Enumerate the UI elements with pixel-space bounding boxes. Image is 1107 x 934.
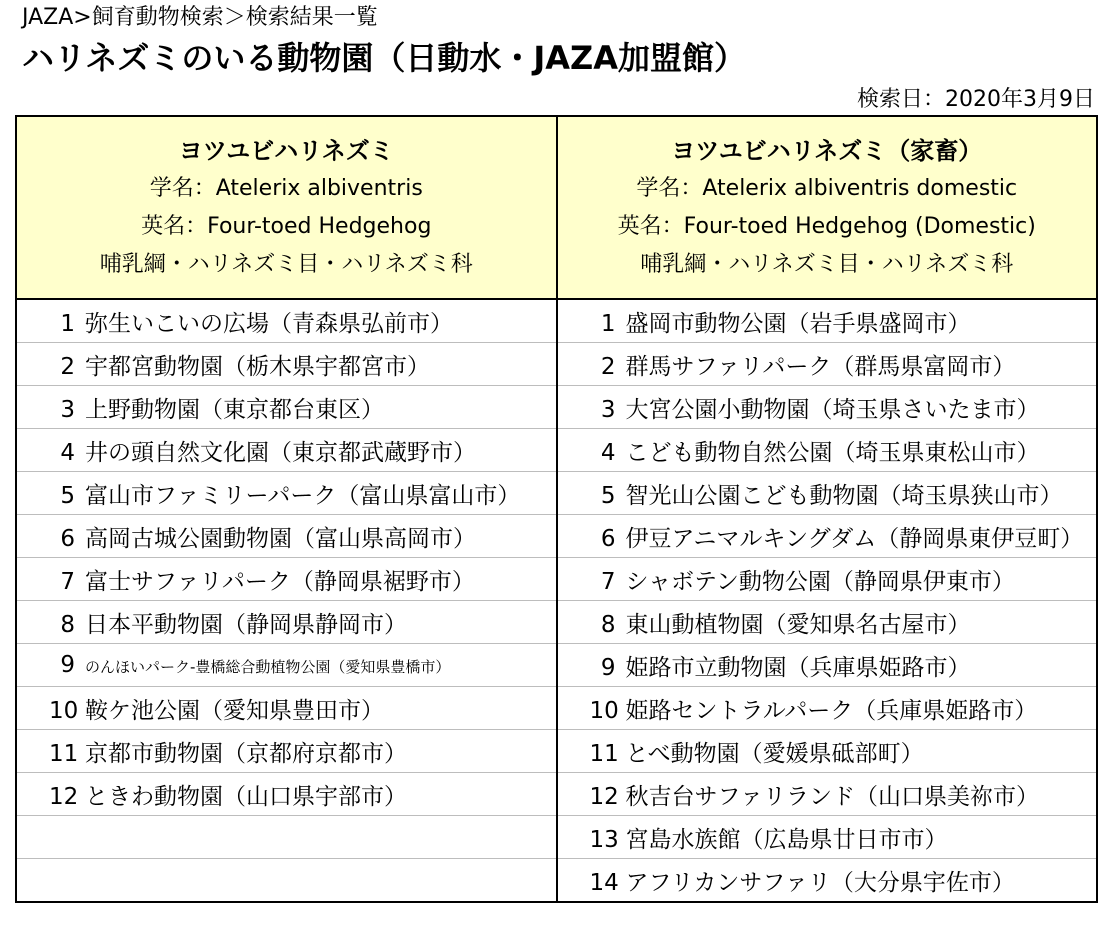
- zoo-cell-domestic: [557, 472, 1098, 515]
- zoo-cell-domestic: [557, 644, 1098, 687]
- zoo-cell-wild: [16, 558, 557, 601]
- zoo-number: 3: [600, 396, 616, 423]
- zoo-cell-domestic: [557, 687, 1098, 730]
- zoo-cell-domestic: [557, 730, 1098, 773]
- species-scientific-name: 学名：Atelerix albiventris domestic: [636, 175, 1018, 201]
- zoo-number: 4: [60, 439, 75, 466]
- table-row: [16, 515, 1097, 558]
- table-row: [16, 773, 1097, 816]
- zoo-name: 上野動物園（東京都台東区）: [85, 396, 384, 423]
- species-english-name: 英名：Four-toed Hedgehog: [141, 213, 432, 239]
- species-name: ヨツユビハリネズミ: [178, 136, 394, 165]
- zoo-cell-wild: [16, 472, 557, 515]
- zoo-name: 東山動植物園（愛知県名古屋市）: [625, 611, 971, 638]
- zoo-number: 10: [49, 697, 79, 724]
- zoo-cell-domestic: [557, 773, 1098, 816]
- zoo-cell-wild: [16, 859, 557, 903]
- zoo-number: 3: [60, 396, 75, 423]
- zoo-name: 宮島水族館（広島県廿日市市）: [625, 826, 948, 853]
- species-name: ヨツユビハリネズミ（家畜）: [671, 136, 983, 165]
- zoo-name: 京都市動物園（京都府京都市）: [85, 740, 407, 767]
- zoo-cell-wild: [16, 816, 557, 859]
- zoo-number: 14: [589, 869, 619, 896]
- zoo-cell-domestic: [557, 386, 1098, 429]
- table-row: [16, 343, 1097, 386]
- zoo-name: 井の頭自然文化園（東京都武蔵野市）: [85, 439, 476, 466]
- zoo-cell-wild: [16, 299, 557, 343]
- zoo-name: 弥生いこいの広場（青森県弘前市）: [85, 310, 453, 337]
- species-taxonomy: 哺乳綱・ハリネズミ目・ハリネズミ科: [640, 251, 1014, 277]
- zoo-number: 8: [60, 611, 75, 638]
- zoo-number: 4: [600, 439, 616, 466]
- species-english-name: 英名：Four-toed Hedgehog (Domestic): [617, 213, 1036, 239]
- species-header-domestic: [557, 116, 1098, 299]
- zoo-number: 11: [589, 740, 619, 767]
- zoo-number: 7: [60, 568, 75, 595]
- zoo-name: 伊豆アニマルキングダム（静岡県東伊豆町）: [625, 525, 1084, 552]
- zoo-number: 9: [60, 652, 75, 678]
- table-row: [16, 472, 1097, 515]
- breadcrumb: JAZA>飼育動物検索＞検索結果一覧: [22, 5, 378, 30]
- zoo-cell-domestic: [557, 859, 1098, 903]
- zoo-number: 12: [49, 783, 79, 810]
- zoo-name: 姫路市立動物園（兵庫県姫路市）: [625, 654, 971, 681]
- zoo-number: 2: [60, 353, 75, 380]
- zoo-number: 6: [60, 525, 75, 552]
- zoo-number: 11: [49, 740, 79, 767]
- zoo-name: 智光山公園こども動物園（埼玉県狭山市）: [625, 482, 1063, 509]
- zoo-cell-domestic: [557, 299, 1098, 343]
- zoo-name: こども動物自然公園（埼玉県東松山市）: [625, 439, 1040, 466]
- zoo-cell-wild: [16, 386, 557, 429]
- zoo-number: 7: [600, 568, 616, 595]
- table-row: [16, 299, 1097, 343]
- zoo-name: 姫路セントラルパーク（兵庫県姫路市）: [625, 697, 1038, 724]
- zoo-name: アフリカンサファリ（大分県宇佐市）: [625, 869, 1015, 896]
- zoo-name: ときわ動物園（山口県宇部市）: [85, 783, 407, 810]
- zoo-number: 1: [600, 310, 616, 337]
- zoo-name: のんほいパーク-豊橋総合動植物公園（愛知県豊橋市）: [85, 658, 451, 676]
- zoo-cell-domestic: [557, 558, 1098, 601]
- zoo-cell-domestic: [557, 515, 1098, 558]
- table-row: [16, 386, 1097, 429]
- zoo-name: 宇都宮動物園（栃木県宇都宮市）: [85, 353, 430, 380]
- zoo-cell-wild: [16, 343, 557, 386]
- species-taxonomy: 哺乳綱・ハリネズミ目・ハリネズミ科: [99, 251, 473, 277]
- zoo-cell-wild: [16, 687, 557, 730]
- zoo-number: 5: [600, 482, 616, 509]
- zoo-name: 富士サファリパーク（静岡県裾野市）: [85, 568, 475, 595]
- zoo-list: [16, 299, 1097, 902]
- page-title: ハリネズミのいる動物園（日動水・JAZA加盟館）: [22, 39, 747, 77]
- zoo-number: 1: [60, 310, 75, 337]
- table-row: [16, 687, 1097, 730]
- zoo-number: 8: [600, 611, 616, 638]
- species-header-wild: [16, 116, 557, 299]
- search-date: 検索日：2020年3月9日: [857, 87, 1095, 112]
- zoo-name: シャボテン動物公園（静岡県伊東市）: [625, 568, 1015, 595]
- zoo-cell-domestic: [557, 429, 1098, 472]
- zoo-cell-wild: [16, 730, 557, 773]
- zoo-cell-wild: [16, 515, 557, 558]
- table-row: [16, 730, 1097, 773]
- zoo-cell-wild: [16, 429, 557, 472]
- zoo-cell-domestic: [557, 816, 1098, 859]
- zoo-table: [15, 115, 1098, 903]
- table-row: [16, 429, 1097, 472]
- zoo-name: 秋吉台サファリランド（山口県美祢市）: [625, 783, 1040, 810]
- zoo-name: 富山市ファミリーパーク（富山県富山市）: [85, 482, 521, 509]
- species-header-row: [16, 116, 1097, 299]
- zoo-cell-wild: [16, 601, 557, 644]
- table-row: [16, 816, 1097, 859]
- zoo-cell-wild: [16, 773, 557, 816]
- zoo-name: 鞍ケ池公園（愛知県豊田市）: [85, 697, 384, 724]
- zoo-name: 大宮公園小動物園（埼玉県さいたま市）: [625, 396, 1040, 423]
- zoo-cell-wild: [16, 644, 557, 687]
- zoo-name: とべ動物園（愛媛県砥部町）: [625, 740, 924, 767]
- zoo-name: 群馬サファリパーク（群馬県富岡市）: [625, 353, 1016, 380]
- zoo-name: 盛岡市動物公園（岩手県盛岡市）: [625, 310, 971, 337]
- zoo-number: 10: [589, 697, 619, 724]
- table-row: [16, 601, 1097, 644]
- zoo-number: 9: [600, 654, 616, 681]
- zoo-number: 2: [600, 353, 616, 380]
- zoo-number: 6: [600, 525, 616, 552]
- table-row: [16, 859, 1097, 903]
- zoo-name: 日本平動物園（静岡県静岡市）: [85, 611, 407, 638]
- table-row: [16, 558, 1097, 601]
- zoo-number: 13: [589, 826, 619, 853]
- zoo-number: 12: [589, 783, 619, 810]
- zoo-cell-domestic: [557, 601, 1098, 644]
- zoo-name: 高岡古城公園動物園（富山県高岡市）: [85, 525, 476, 552]
- table-row: [16, 644, 1097, 687]
- zoo-cell-domestic: [557, 343, 1098, 386]
- zoo-number: 5: [60, 482, 75, 509]
- species-scientific-name: 学名：Atelerix albiventris: [149, 175, 423, 201]
